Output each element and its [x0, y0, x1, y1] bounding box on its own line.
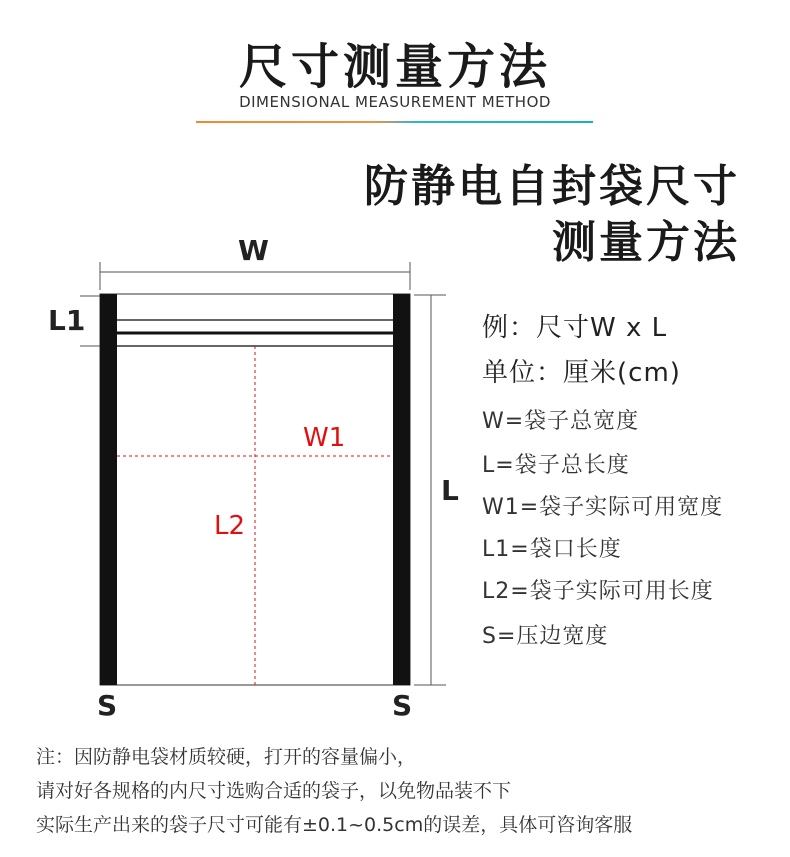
- spec-item-l1: L1=袋口长度: [482, 537, 622, 562]
- spec-item-l: L=袋子总长度: [482, 453, 630, 478]
- spec-item-w: W=袋子总宽度: [482, 409, 640, 434]
- section-heading-line2: 测量方法: [552, 217, 740, 268]
- label-s-right: S: [392, 689, 413, 722]
- spec-unit: 单位：厘米(cm): [482, 358, 681, 388]
- seal-left: [100, 294, 117, 685]
- note-line-3: 实际生产出来的袋子尺寸可能有±0.1~0.5cm的误差，具体可咨询客服: [36, 814, 633, 836]
- page-subtitle-en: DIMENSIONAL MEASUREMENT METHOD: [239, 93, 551, 111]
- label-s-left: S: [97, 689, 118, 722]
- seal-right: [393, 294, 410, 685]
- section-heading-line1: 防静电自封袋尺寸: [364, 161, 740, 212]
- spec-item-s: S=压边宽度: [482, 624, 609, 649]
- spec-example: 例：尺寸W x L: [482, 313, 668, 343]
- spec-item-w1: W1=袋子实际可用宽度: [482, 495, 724, 520]
- label-w: W: [238, 234, 269, 267]
- page-title: 尺寸测量方法: [238, 39, 551, 95]
- spec-item-l2: L2=袋子实际可用长度: [482, 579, 714, 604]
- label-l: L: [441, 474, 459, 507]
- label-l1: L1: [48, 304, 86, 337]
- label-w1: W1: [303, 423, 346, 453]
- note-line-1: 注：因防静电袋材质较硬，打开的容量偏小，: [36, 746, 417, 768]
- label-l2: L2: [214, 511, 246, 541]
- note-line-2: 请对好各规格的内尺寸选购合适的袋子，以免物品装不下: [36, 780, 512, 802]
